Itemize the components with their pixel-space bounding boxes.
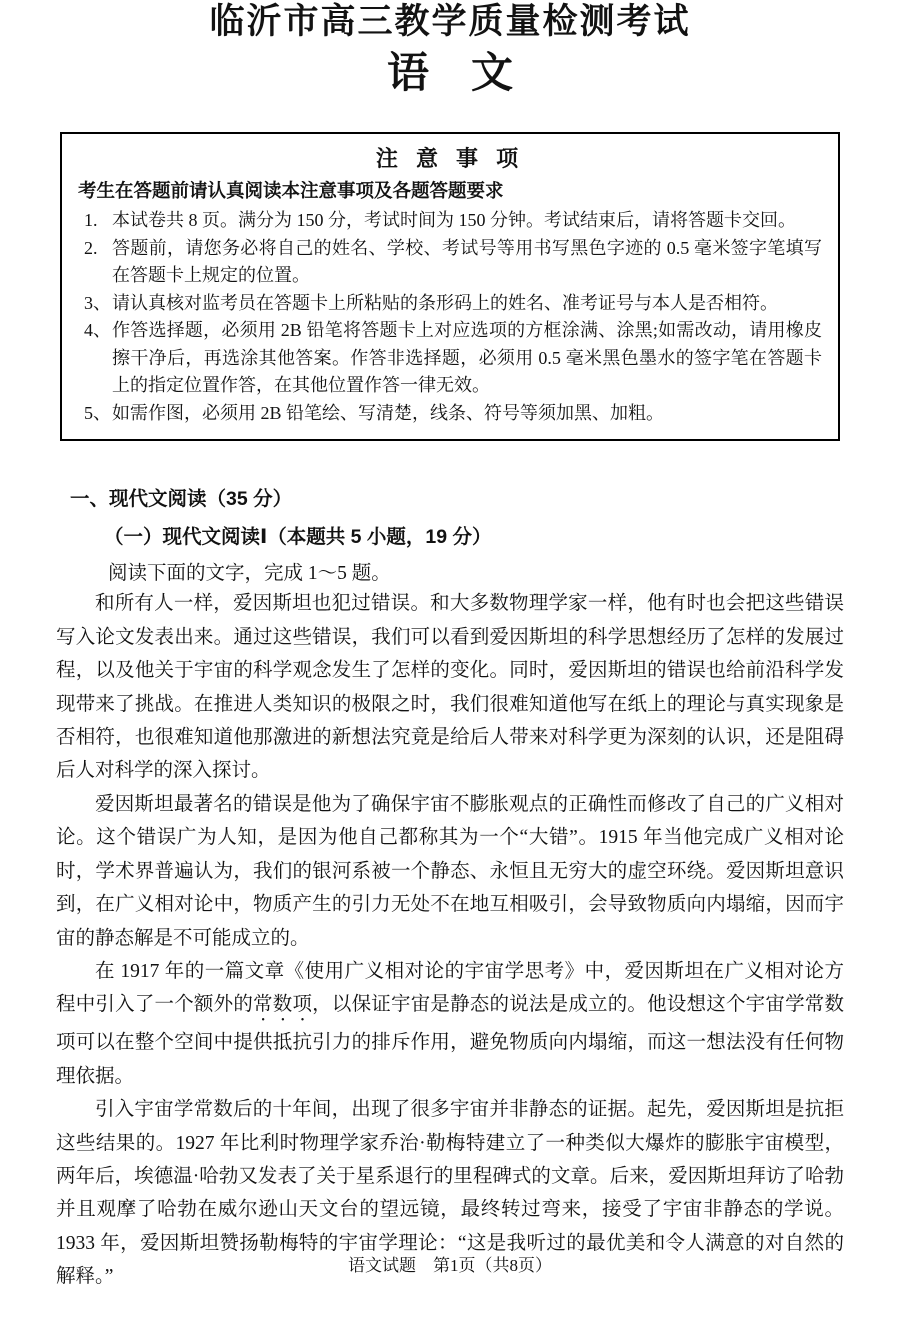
notice-item-marker: 4、 xyxy=(84,320,111,341)
passage-paragraph xyxy=(56,587,844,787)
notice-item-text: 本试卷共 8 页。满分为 150 分，考试时间为 150 分钟。考试结束后，请将答题卡交回。 xyxy=(112,210,796,231)
passage-paragraph xyxy=(56,788,844,955)
notice-item-marker: 5、 xyxy=(84,402,111,423)
reading-instruction: 阅读下面的文字，完成 1～5 题。 xyxy=(108,563,391,585)
notice-item-marker: 2. xyxy=(84,237,98,258)
notice-item xyxy=(78,290,822,318)
notice-item xyxy=(78,235,822,290)
passage-text: 爱因斯坦最著名的错误是他为了确保宇宙不膨胀观点的正确性而修改了自己的广义相对论。这个错误广为人知，是因为他自己都称其为一个“大错”。1915 年当他完成广义相对论时，学术界普遍认为，我们的银河系被一个静态、永恒且无穷大的虚空环绕。爱因斯坦意识到，在广义相对论中，物质产生的引力无处不在地互相吸引，会导致物质向内塌缩，因而宇宙的静态解是不可能成立的。 xyxy=(56,793,844,949)
notice-item xyxy=(78,207,822,235)
passage-paragraph xyxy=(56,955,844,1093)
section-heading: 一、现代文阅读（35 分） xyxy=(70,488,293,511)
notice-item-marker: 3、 xyxy=(84,292,111,313)
emphasized-term: 常数项 xyxy=(253,994,313,1016)
passage-text: 和所有人一样，爱因斯坦也犯过错误。和大多数物理学家一样，他有时也会把这些错误写入论文发表出来。通过这些错误，我们可以看到爱因斯坦的科学思想经历了怎样的发展过程，以及他关于宇宙的科学观念发生了怎样的变化。同时，爱因斯坦的错误也给前沿科学发现带来了挑战。在推进人类知识的极限之时，我们很难知道他写在纸上的理论与真实现象是否相符，也很难知道他那激进的新想法究竟是给后人带来对科学更为深刻的认识，还是阻碍后人对科学的深入探讨。 xyxy=(56,593,844,782)
notice-item-marker: 1. xyxy=(84,210,98,231)
notice-item-text: 如需作图，必须用 2B 铅笔绘、写清楚，线条、符号等须加黑、加粗。 xyxy=(112,402,665,423)
notice-header: 注 意 事 项 xyxy=(375,146,525,172)
passage-text: 引入宇宙学常数后的十年间，出现了很多宇宙并非静态的证据。起先，爱因斯坦是抗拒这些结果的。1927 年比利时物理学家乔治·勒梅特建立了一种类似大爆炸的膨胀宇宙模型，两年后，埃德温·哈勃又发表了关于星系退行的里程碑式的文章。后来，爱因斯坦拜访了哈勃并且观摩了哈勃在威尔逊山天文台的望远镜，最终转过弯来，接受了宇宙非静态的学说。1933 年，爱因斯坦赞扬勒梅特的宇宙学理论：“这是我听过的最优美和令人满意的对自然的解释。” xyxy=(56,1099,844,1288)
notice-item-text: 请认真核对监考员在答题卡上所粘贴的条形码上的姓名、准考证号与本人是否相符。 xyxy=(112,292,778,313)
notice-item xyxy=(78,400,822,428)
page-footer: 语文试题 第1页（共8页） xyxy=(348,1256,552,1275)
passage-text: 在 1917 年的一篇文章《使用广义相对论的宇宙学思考》中，爱因斯坦在广义相对论方程中引入了一个额外的 xyxy=(56,960,844,1016)
notice-list xyxy=(78,207,822,427)
page-title: 临沂市高三教学质量检测考试 xyxy=(209,2,691,41)
subsection-heading: （一）现代文阅读Ⅰ（本题共 5 小题，19 分） xyxy=(104,526,492,549)
notice-item-text: 答题前，请您务必将自己的姓名、学校、考试号等用书写黑色字迹的 0.5 毫米签字笔填写在答题卡上规定的位置。 xyxy=(112,237,822,286)
notice-box xyxy=(60,132,840,441)
notice-item xyxy=(78,317,822,400)
subject-title: 语 文 xyxy=(386,49,513,97)
passage xyxy=(56,587,844,1293)
notice-intro: 考生在答题前请认真阅读本注意事项及各题答题要求 xyxy=(78,180,504,202)
passage-text: ，以保证宇宙是静态的说法是成立的。他设想这个宇宙学常数项可以在整个空间中提供抵抗引力的排斥作用，避免物质向内塌缩，而这一想法没有任何物理依据。 xyxy=(56,994,844,1087)
notice-item-text: 作答选择题，必须用 2B 铅笔将答题卡上对应选项的方框涂满、涂黑;如需改动，请用橡皮擦干净后，再选涂其他答案。作答非选择题，必须用 0.5 毫米黑色墨水的签字笔在答题卡上的指定位置作答，在其他位置作答一律无效。 xyxy=(112,320,822,396)
